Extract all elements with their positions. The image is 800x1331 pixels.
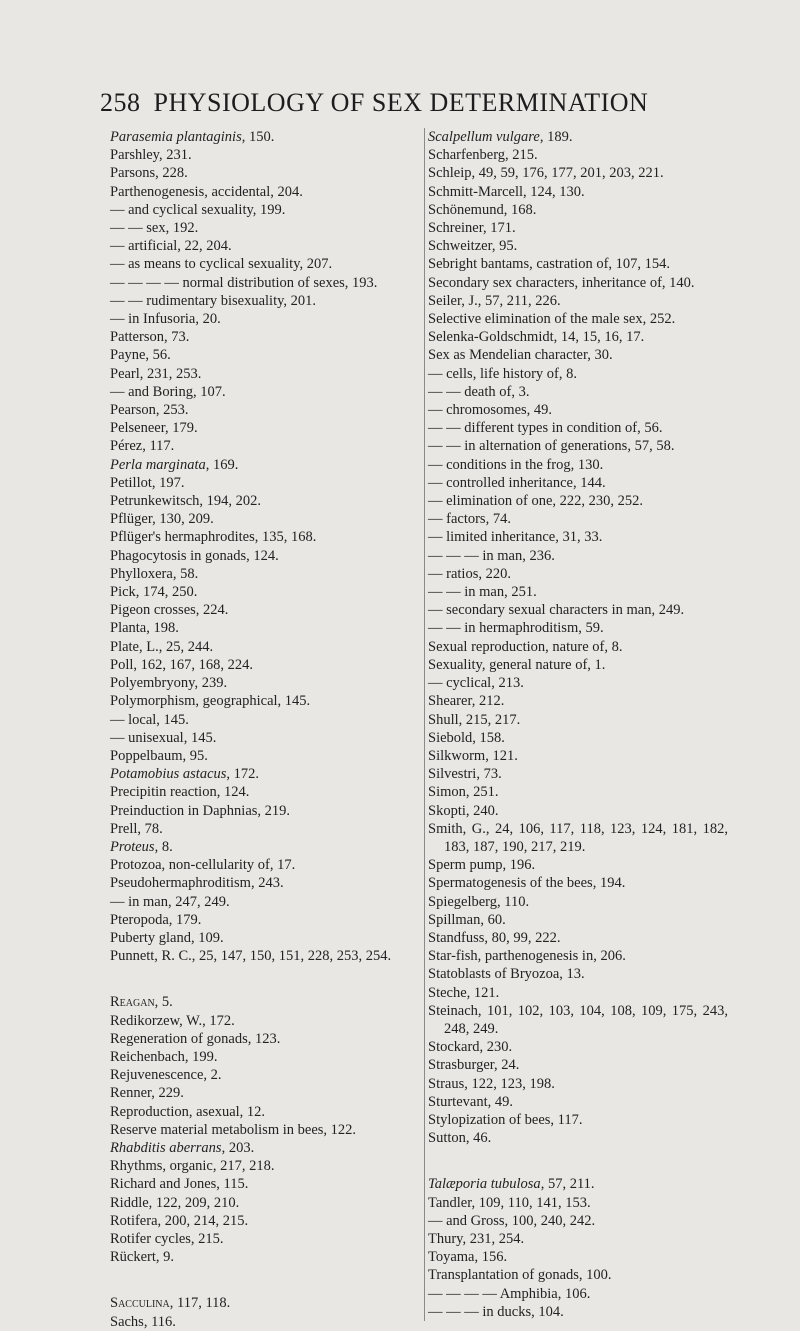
index-entry: Protozoa, non-cellularity of, 17. [110,857,296,874]
index-entry: Reserve material metabolism in bees, 122. [110,1121,357,1138]
index-entry: Parthenogenesis, accidental, 204. [110,183,303,200]
index-entry: Secondary sex characters, inheritance of, 140. [428,274,695,291]
running-title: PHYSIOLOGY OF SEX DETERMINATION [153,88,649,117]
index-entry: Spiegelberg, 110. [428,893,530,910]
index-entry: — in man, 247, 249. [110,893,230,910]
index-entry: Poppelbaum, 95. [110,747,208,764]
index-entry: Spermatogenesis of the bees, 194. [428,875,626,892]
index-entry: — and Boring, 107. [110,383,226,400]
index-entry: Parsons, 228. [110,165,188,182]
section-gap [110,1266,410,1294]
index-entry: Polyembryony, 239. [110,675,228,692]
section-gap [110,965,410,993]
index-entry: Strasburger, 24. [428,1057,520,1074]
index-entry: Shull, 215, 217. [428,711,521,728]
index-column-left [110,128,410,1331]
index-entry: Sutton, 46. [428,1130,492,1147]
index-entry: — artificial, 22, 204. [110,238,232,255]
index-entry: Poll, 162, 167, 168, 224. [110,656,253,673]
index-entry: Pigeon crosses, 224. [110,602,229,619]
index-entry: Rotifer cycles, 215. [110,1230,224,1247]
index-entry: — — different types in condition of, 56. [428,420,663,437]
index-entry: — cells, life history of, 8. [428,365,578,382]
index-entry: — — sex, 192. [110,220,199,237]
index-entry: Schleip, 49, 59, 176, 177, 201, 203, 221. [428,165,664,182]
index-entry: Rotifera, 200, 214, 215. [110,1212,249,1229]
index-entry: Pearson, 253. [110,402,189,419]
index-entry: — — in hermaphroditism, 59. [428,620,604,637]
index-entry: Pseudohermaphroditism, 243. [110,875,284,892]
index-entry: Planta, 198. [110,620,179,637]
index-entry: Stockard, 230. [428,1039,513,1056]
index-entry: — — rudimentary bisexuality, 201. [110,292,317,309]
index-entry: Renner, 229. [110,1085,184,1102]
index-entry: Rejuvenescence, 2. [110,1067,222,1084]
index-entry: — — — in ducks, 104. [428,1303,564,1320]
index-entry: Straus, 122, 123, 198. [428,1075,555,1092]
index-entry: — in Infusoria, 20. [110,311,221,328]
index-entry: Phylloxera, 58. [110,565,199,582]
index-entry: Schmitt-Marcell, 124, 130. [428,183,585,200]
index-entry: Sperm pump, 196. [428,857,536,874]
index-entry: Pflüger's hermaphrodites, 135, 168. [110,529,317,546]
index-entry: Schönemund, 168. [428,201,537,218]
index-entry: — elimination of one, 222, 230, 252. [428,493,644,510]
index-entry: — — in alternation of generations, 57, 58. [428,438,675,455]
index-entry: Skopti, 240. [428,802,499,819]
index-entry: Pick, 174, 250. [110,584,198,601]
index-entry: — limited inheritance, 31, 33. [428,529,603,546]
index-entry: Regeneration of gonads, 123. [110,1030,281,1047]
index-entry: Parshley, 231. [110,147,192,164]
index-entry: Payne, 56. [110,347,171,364]
index-entry: Pérez, 117. [110,438,175,455]
index-entry: — cyclical, 213. [428,675,524,692]
index-entry: Proteus, 8. [110,838,173,855]
index-entry: — secondary sexual characters in man, 249. [428,602,685,619]
index-entry: Patterson, 73. [110,329,190,346]
index-entry: Statoblasts of Bryozoa, 13. [428,966,585,983]
index-entry: Spillman, 60. [428,911,506,928]
index-entry: Potamobius astacus, 172. [110,766,260,783]
index-entry: — — in man, 251. [428,584,537,601]
index-entry: Selenka-Goldschmidt, 14, 15, 16, 17. [428,329,645,346]
index-entry: Seiler, J., 57, 211, 226. [428,292,561,309]
index-entry: Pelseneer, 179. [110,420,198,437]
index-entry: Sacculina, 117, 118. [110,1295,231,1312]
index-entry: Petrunkewitsch, 194, 202. [110,493,262,510]
index-entry: Plate, L., 25, 244. [110,638,214,655]
section-gap [428,1147,728,1175]
index-entry: Richard and Jones, 115. [110,1176,249,1193]
index-entry: Schweitzer, 95. [428,238,518,255]
index-entry: Star-fish, parthenogenesis in, 206. [428,948,626,965]
index-entry: Simon, 251. [428,784,499,801]
index-entry: Polymorphism, geographical, 145. [110,693,311,710]
index-entry: Sturtevant, 49. [428,1093,513,1110]
index-entry: Perla marginata, 169. [110,456,239,473]
index-entry: Siebold, 158. [428,729,505,746]
index-entry: — conditions in the frog, 130. [428,456,604,473]
index-entry: Selective elimination of the male sex, 252. [428,311,676,328]
index-entry: Reagan, 5. [110,994,173,1011]
index-entry: — controlled inheritance, 144. [428,474,606,491]
index-entry: Reproduction, asexual, 12. [110,1103,266,1120]
index-entry: — and cyclical sexuality, 199. [110,201,286,218]
index-entry: Sexual reproduction, nature of, 8. [428,638,623,655]
index-entry: Scalpellum vulgare, 189. [428,129,573,145]
index-entry: Standfuss, 80, 99, 222. [428,929,561,946]
page-number: 258 [100,88,141,117]
index-entry: Phagocytosis in gonads, 124. [110,547,279,564]
index-entry: Scharfenberg, 215. [428,147,538,164]
index-entry: Pearl, 231, 253. [110,365,202,382]
index-entry: Prell, 78. [110,820,163,837]
index-entry: — — — — Amphibia, 106. [428,1285,591,1302]
index-entry: Sexuality, general nature of, 1. [428,656,606,673]
index-entry: Sebright bantams, castration of, 107, 154. [428,256,671,273]
index-entry: — — death of, 3. [428,383,530,400]
index-entry: Rhythms, organic, 217, 218. [110,1158,275,1175]
index-entry: — as means to cyclical sexuality, 207. [110,256,333,273]
index-entry: — factors, 74. [428,511,511,528]
index-entry: — chromosomes, 49. [428,402,553,419]
index-entry: Puberty gland, 109. [110,929,224,946]
index-entry: Thury, 231, 254. [428,1230,525,1247]
index-entry: Precipitin reaction, 124. [110,784,250,801]
index-column-right [424,128,728,1321]
index-entry: Tandler, 109, 110, 141, 153. [428,1194,591,1211]
index-entry: Redikorzew, W., 172. [110,1012,235,1029]
index-entry: Steche, 121. [428,984,500,1001]
index-entry: Steinach, 101, 102, 103, 104, 108, 109, 175, 243, 248, 249. [428,1002,728,1037]
index-entry: Toyama, 156. [428,1249,508,1266]
index-entry: Rückert, 9. [110,1249,175,1266]
index-entry: Parasemia plantaginis, 150. [110,129,275,145]
index-entry: Pteropoda, 179. [110,911,202,928]
index-entry: Riddle, 122, 209, 210. [110,1194,240,1211]
page-header [100,88,720,118]
index-entry: Punnett, R. C., 25, 147, 150, 151, 228, 253, 254. [110,948,392,965]
index-entry: Silvestri, 73. [428,766,502,783]
index-entry: Stylopization of bees, 117. [428,1111,583,1128]
index-entry: Sex as Mendelian character, 30. [428,347,613,364]
index-entry: Shearer, 212. [428,693,505,710]
index-entry: — — — in man, 236. [428,547,555,564]
index-entry: Rhabditis aberrans, 203. [110,1139,255,1156]
index-entry: Transplantation of gonads, 100. [428,1267,612,1284]
index-entry: Schreiner, 171. [428,220,516,237]
index-entry: Pflüger, 130, 209. [110,511,214,528]
index-entry: Petillot, 197. [110,474,185,491]
index-entry: — local, 145. [110,711,189,728]
index-entry: Smith, G., 24, 106, 117, 118, 123, 124, 181, 182, 183, 187, 190, 217, 219. [428,820,728,855]
index-entry: Preinduction in Daphnias, 219. [110,802,291,819]
index-entry: — unisexual, 145. [110,729,217,746]
index-entry: — ratios, 220. [428,565,511,582]
index-entry: Reichenbach, 199. [110,1048,218,1065]
index-entry: — — — — normal distribution of sexes, 193. [110,274,378,291]
index-entry: — and Gross, 100, 240, 242. [428,1212,596,1229]
index-entry: Sachs, 116. [110,1313,176,1330]
index-entry: Silkworm, 121. [428,747,518,764]
index-entry: Talæporia tubulosa, 57, 211. [428,1176,595,1193]
